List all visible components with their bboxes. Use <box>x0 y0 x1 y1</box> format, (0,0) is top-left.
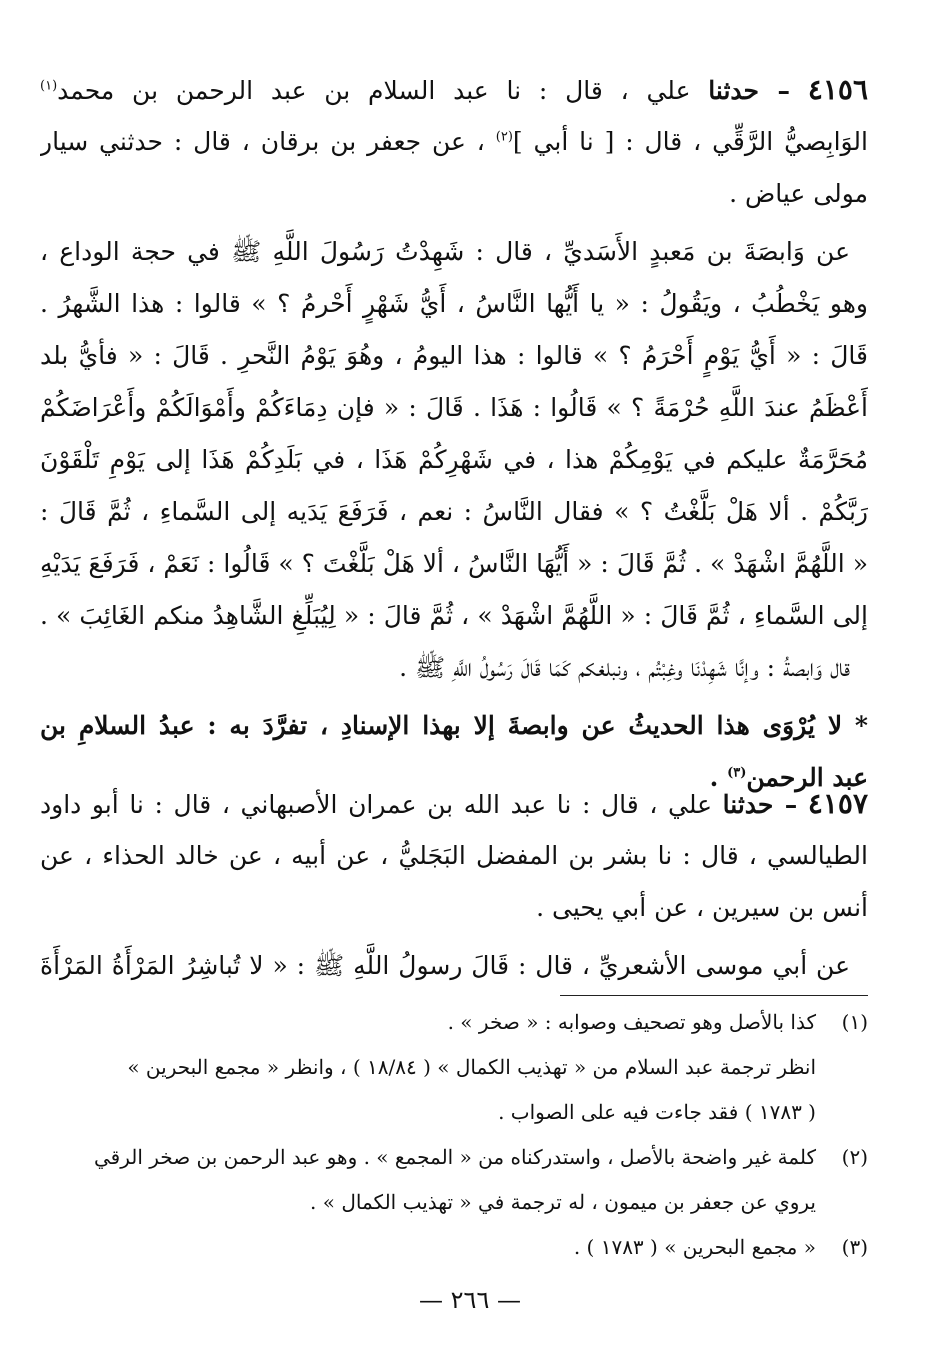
footnotes <box>40 1000 868 1270</box>
isnad-text: ، عن جعفر بن برقان ، قال : حدثني سيار <box>40 127 485 156</box>
matn-line: رَبَّكُمْ . ألا هَلْ بَلَّغْتُ ؟ » فقال النَّاسُ : نعم ، فَرَفَعَ يَدَيه إلى السَّماءِ ، ثُمَّ قَالَ : <box>40 497 868 526</box>
matn-line: أَعْظَمُ عندَ اللَّهِ حُرْمَةً ؟ » قَالُوا : هَذَا . قَالَ : « فإن دِمَاءَكُمْ وأَمْوَالَكُمْ وأَعْرَاضَكُمْ <box>40 393 868 422</box>
editor-comment: * لا يُرْوَى هذا الحديثُ عن وابصةَ إلا بهذا الإسنادِ ، تفرَّدَ به : عبدُ السلامِ بن <box>40 711 868 740</box>
matn-line: إلى السَّماءِ ، ثُمَّ قَالَ : « اللَّهُمَّ اشْهَدْ » ، ثُمَّ قالَ : « لِيُبَلِّغِ الشَّاهِدُ منكم الغَائِبَ » . <box>40 601 868 630</box>
isnad-line: الطيالسي ، قال : نا بشر بن المفضل البَجَليُّ ، عن أبيه ، عن خالد الحذاء ، عن <box>40 841 868 870</box>
hadith-4156 <box>40 64 868 804</box>
page-number: — ٢٦٦ — <box>419 1286 521 1314</box>
comment-end: . <box>709 763 719 792</box>
footnote-3 <box>40 1225 868 1270</box>
isnad-line <box>40 64 868 116</box>
matn-line: عن وَابصَةَ بن مَعبدٍ الأَسَديِّ ، قال : شَهِدْتُ رَسُولَ اللَّهِ ﷺ في حجة الوداع ، <box>40 237 850 266</box>
footnote-line: انظر ترجمة عبد السلام من « تهذيب الكمال » ( ١٨/٨٤ ) ، وانظر « مجمع البحرين » <box>127 1055 816 1079</box>
footnote-line: يروي عن جعفر بن ميمون ، له ترجمة في « تهذيب الكمال » . <box>310 1190 816 1214</box>
matn-line: عن أبي موسى الأشعريِّ ، قال : قَالَ رسولُ اللَّهِ ﷺ : « لا تُباشِرُ المَرْأَةُ المَرْأَةَ <box>40 951 850 980</box>
footnote-ref: (٢) <box>495 129 513 145</box>
hadith-number: ٤١٥٦ <box>807 73 868 106</box>
transmission-lead: – حدثنا <box>722 790 798 819</box>
matn-line: وهو يَخْطُبُ ، ويَقُولُ : « يا أَيُّها النَّاسُ ، أَيُّ شَهْرٍ أَحْرمُ ؟ » قالوا : هذا الشَّهرُ . <box>40 289 868 318</box>
matn-line: قَالَ : « أَيُّ يَوْمٍ أَحْرَمُ ؟ » قالوا : هذا اليومُ ، وهُوَ يَوْمُ النَّحرِ . قَالَ : « فأيُّ بلد <box>40 341 868 370</box>
isnad-line <box>40 778 868 830</box>
matn-line: « اللَّهُمَّ اشْهَدْ » . ثُمَّ قَالَ : « أَيُّهَا النَّاسُ ، ألا هَلْ بَلَّغْتَ ؟ » قَالُوا : نَعَمْ ، فَرَفَعَ يَدَيْهِ <box>40 549 868 578</box>
footnote-text: « مجمع البحرين » ( ١٧٨٣ ) . <box>573 1235 816 1259</box>
transmission-lead: – حدثنا <box>708 76 791 105</box>
footnote-1 <box>40 1000 868 1045</box>
comment-text: عبد الرحمن <box>746 763 868 792</box>
footnote-2 <box>40 1135 868 1180</box>
isnad-line <box>40 116 868 168</box>
matn-line: مُحَرَّمَةٌ عليكم في يَوْمِكُمْ هذا ، في شَهْرِكُمْ هَذَا ، في بَلَدِكُمْ هَذَا إلى يَوْمِ تَلْقَوْنَ <box>40 445 868 474</box>
footnote-text: كلمة غير واضحة بالأصل ، واستدركناه من « المجمع » . وهو عبد الرحمن بن صخر الرقي <box>93 1145 816 1169</box>
isnad-line: أنس بن سيرين ، عن أبي يحيى . <box>536 893 868 922</box>
footnote-ref: (٣) <box>727 765 747 781</box>
footnote-mark: (٣) <box>841 1235 868 1259</box>
footnote-mark: (٢) <box>841 1145 868 1169</box>
closing-line: قال وَابصةُ : وإنَّا شَهِدْنَا وغِبْتُم ، ونبلغكم كَمَا قَالَ رَسُولُ اللَّهِ ﷺ . <box>399 653 850 682</box>
isnad-text: علي ، قال : نا عبد السلام بن عبد الرحمن بن محمد <box>57 76 691 105</box>
isnad-line: مولى عياض . <box>729 179 868 208</box>
footnote-mark: (١) <box>841 1010 868 1034</box>
hadith-number: ٤١٥٧ <box>807 787 868 820</box>
isnad-text: الوَابِصيُّ الرَّقِّي ، قال : [ نا أبي ] <box>512 127 868 156</box>
isnad-text: علي ، قال : نا عبد الله بن عمران الأصبهاني ، قال : نا أبو داود <box>40 790 713 819</box>
hadith-4157 <box>40 778 868 992</box>
footnote-text: كذا بالأصل وهو تصحيف وصوابه : « صخر » . <box>447 1010 816 1034</box>
footnote-ref: (١) <box>40 78 58 94</box>
footnote-divider <box>560 995 868 996</box>
footnote-line: ( ١٧٨٣ ) فقد جاءت فيه على الصواب . <box>498 1100 816 1124</box>
